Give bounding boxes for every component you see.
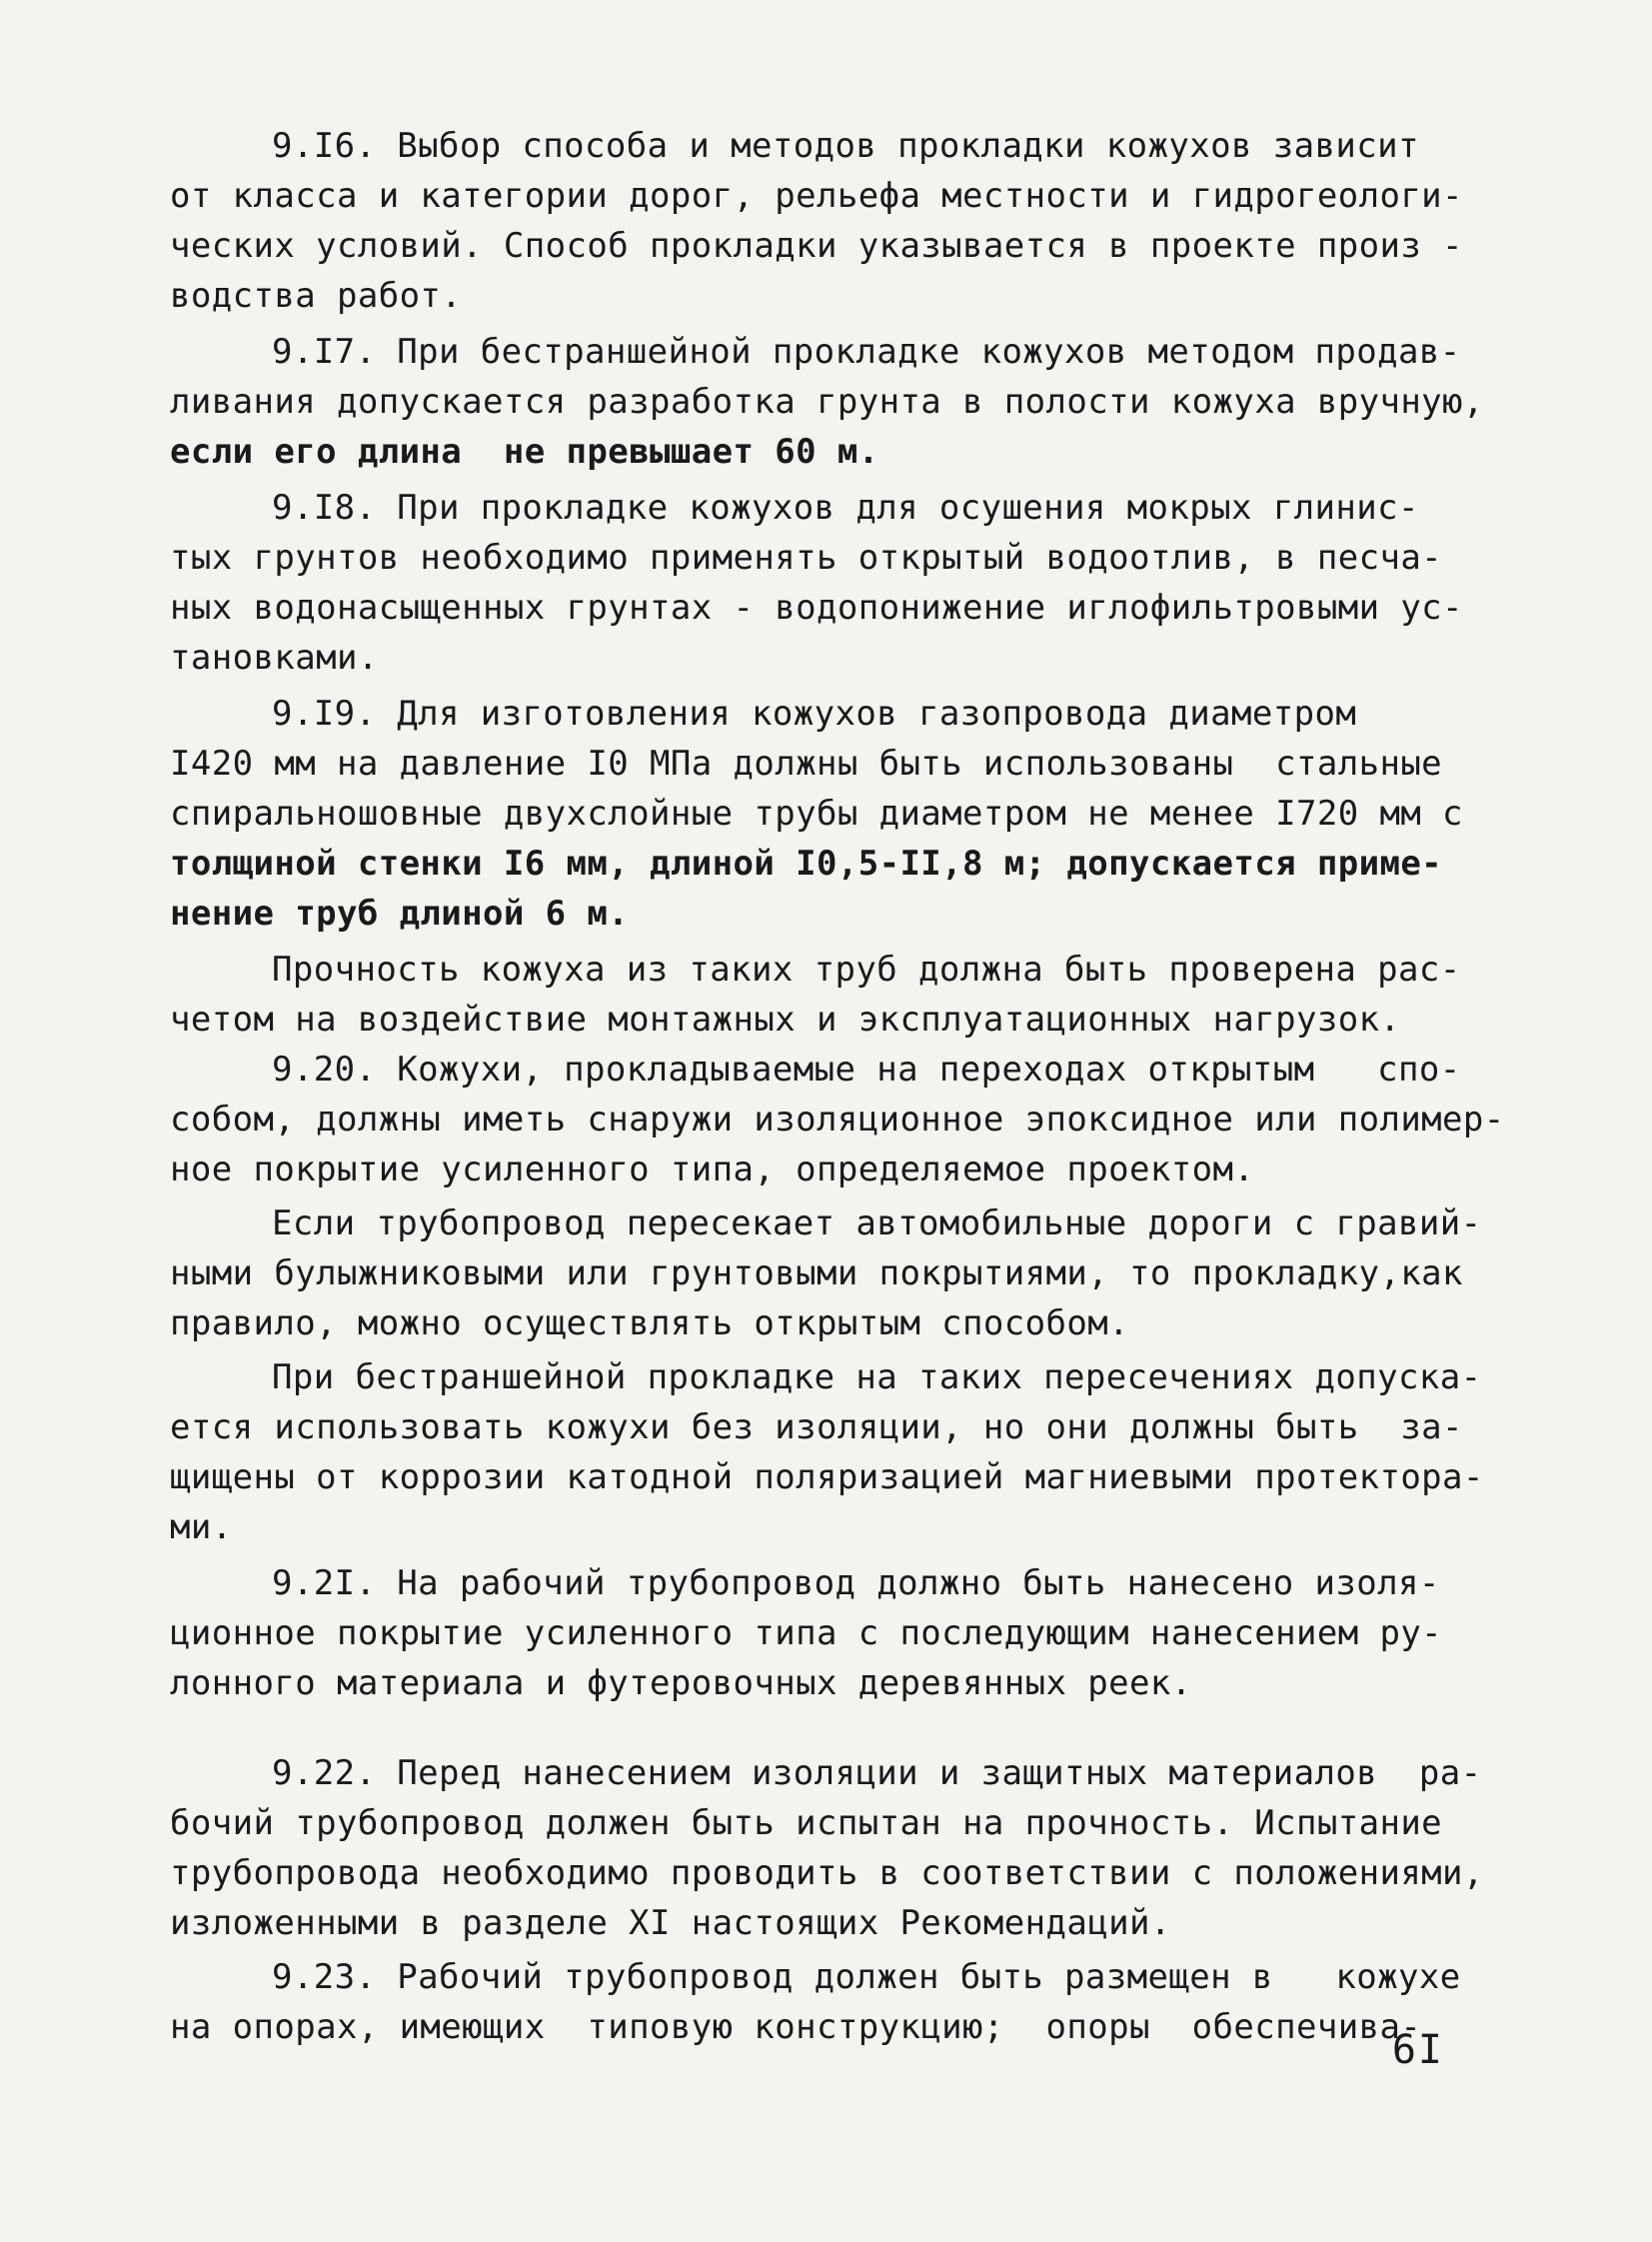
- text-line: ми.: [170, 1507, 233, 1547]
- text-line: правило, можно осуществлять открытым способом.: [170, 1303, 1130, 1343]
- page-number: 6I: [1391, 2027, 1444, 2073]
- text-line: Прочность кожуха из таких труб должна быть проверена рас-: [272, 950, 1461, 990]
- text-line: 9.I7. При бестраншейной прокладке кожухов методом продав-: [272, 332, 1461, 372]
- text-line: лонного материала и футеровочных деревянных реек.: [170, 1663, 1192, 1703]
- text-line: толщиной стенки I6 мм, длиной I0,5-II,8 м; допускается приме-: [170, 844, 1443, 884]
- text-line: 9.I9. Для изготовления кожухов газопровода диаметром: [272, 694, 1357, 734]
- text-line: ческих условий. Способ прокладки указывается в проекте произ -: [170, 226, 1463, 266]
- text-line: изложенными в разделе XI настоящих Рекомендаций.: [170, 1903, 1171, 1943]
- text-line: ционное покрытие усиленного типа с последующим нанесением ру-: [170, 1613, 1443, 1653]
- text-line: если его длина не превышает 60 м.: [170, 432, 879, 472]
- text-line: нение труб длиной 6 м.: [170, 894, 630, 934]
- text-line: ное покрытие усиленного типа, определяемое проектом.: [170, 1149, 1255, 1189]
- text-line: 9.I6. Выбор способа и методов прокладки кожухов зависит: [272, 126, 1419, 166]
- text-line: трубопровода необходимо проводить в соответствии с положениями,: [170, 1853, 1484, 1893]
- text-line: собом, должны иметь снаружи изоляционное эпоксидное или полимер-: [170, 1100, 1505, 1139]
- text-line: водства работ.: [170, 276, 463, 316]
- text-line: ных водонасыщенных грунтах - водопонижение иглофильтровыми ус-: [170, 588, 1463, 628]
- text-line: 9.2I. На рабочий трубопровод должно быть нанесено изоля-: [272, 1563, 1440, 1603]
- text-line: ется использовать кожухи без изоляции, но они должны быть за-: [170, 1407, 1463, 1447]
- text-line: тановками.: [170, 638, 379, 678]
- text-line: тых грунтов необходимо применять открытый водоотлив, в песча-: [170, 538, 1443, 578]
- text-line: спиральношовные двухслойные трубы диаметром не менее I720 мм с: [170, 794, 1463, 834]
- text-line: от класса и категории дорог, рельефа местности и гидрогеологи-: [170, 176, 1463, 216]
- text-line: ливания допускается разработка грунта в полости кожуха вручную,: [170, 382, 1484, 422]
- text-line: 9.I8. При прокладке кожухов для осушения мокрых глинис-: [272, 488, 1419, 528]
- text-line: При бестраншейной прокладке на таких пересечениях допуска-: [272, 1357, 1482, 1397]
- text-line: 9.20. Кожухи, прокладываемые на переходах открытым спо-: [272, 1050, 1461, 1090]
- text-line: 9.23. Рабочий трубопровод должен быть размещен в кожухе: [272, 1957, 1461, 1997]
- text-line: 9.22. Перед нанесением изоляции и защитных материалов ра-: [272, 1753, 1482, 1793]
- text-line: щищены от коррозии катодной поляризацией магниевыми протектора-: [170, 1457, 1484, 1497]
- text-line: четом на воздействие монтажных и эксплуатационных нагрузок.: [170, 1000, 1401, 1040]
- text-line: бочий трубопровод должен быть испытан на прочность. Испытание: [170, 1803, 1443, 1843]
- text-line: Если трубопровод пересекает автомобильные дороги с гравий-: [272, 1203, 1482, 1243]
- text-line: ными булыжниковыми или грунтовыми покрытиями, то прокладку,как: [170, 1253, 1463, 1293]
- text-line: на опорах, имеющих типовую конструкцию; опоры обеспечива-: [170, 2007, 1422, 2047]
- text-line: I420 мм на давление I0 МПа должны быть использованы стальные: [170, 744, 1443, 784]
